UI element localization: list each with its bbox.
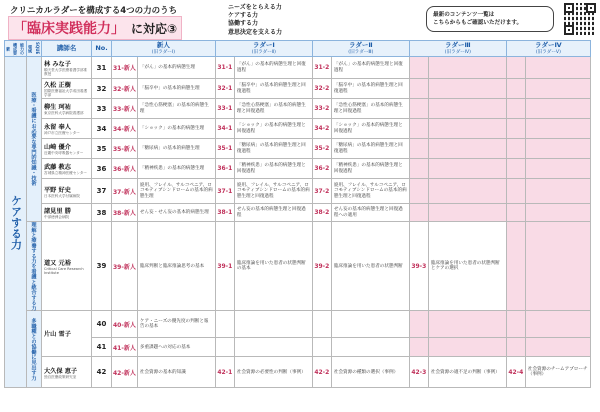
lecturer-cell xyxy=(42,222,92,311)
domain-label: 理解と療養する力を看護と統合する力 xyxy=(27,222,42,311)
course-code[interactable]: 41-新人 xyxy=(112,338,138,357)
empty-cell xyxy=(409,57,428,79)
empty-cell xyxy=(525,222,590,311)
course-code[interactable]: 36-2 xyxy=(312,159,331,179)
course-title[interactable]: 「精神疾患」の基本的病態生理と回復過程 xyxy=(234,159,312,179)
course-title[interactable]: 多重課題への対応の基本 xyxy=(137,338,215,357)
course-title[interactable]: 社会資源の基本的知識 xyxy=(137,357,215,388)
course-title[interactable]: 「がん」の基本的病態生理と回復過程 xyxy=(234,57,312,79)
empty-cell xyxy=(409,139,428,159)
table-row xyxy=(5,57,591,79)
empty-cell xyxy=(428,338,506,357)
course-title[interactable]: 社会資源のチームアプローチ（事例） xyxy=(525,357,590,388)
row-number: 35 xyxy=(92,139,112,159)
empty-cell xyxy=(506,79,525,99)
lecturer-name: 永留 奉人 xyxy=(44,124,71,131)
empty-cell xyxy=(506,338,525,357)
empty-cell xyxy=(428,139,506,159)
lecturer-name: 道又 元裕 xyxy=(44,259,71,267)
course-code[interactable]: 32-1 xyxy=(215,79,234,99)
page-header xyxy=(0,0,600,40)
course-title[interactable]: 社会資源の適不足の判断（事例） xyxy=(428,357,506,388)
empty-cell xyxy=(506,222,525,311)
course-title[interactable]: 臨床推論を用いた患者の状態判断の基本 xyxy=(234,222,312,311)
empty-cell xyxy=(428,99,506,119)
course-title[interactable]: 「糖尿病」の基本的病態生理と回復過程 xyxy=(234,139,312,159)
course-title[interactable]: 「脳卒中」の基本的病態生理と回復過程 xyxy=(331,79,409,99)
course-code[interactable]: 35-新人 xyxy=(112,139,138,159)
empty-cell xyxy=(525,57,590,79)
col-header-level-2: ラダーⅡ (旧ラダーⅢ) xyxy=(312,41,409,57)
course-code[interactable]: 33-1 xyxy=(215,99,234,119)
course-code[interactable]: 36-新人 xyxy=(112,159,138,179)
empty-cell xyxy=(525,139,590,159)
empty-cell xyxy=(428,79,506,99)
empty-cell xyxy=(525,179,590,204)
course-title[interactable]: 臨床推論を用いた患者の状態判断とケアの選択 xyxy=(428,222,506,311)
empty-cell xyxy=(525,338,590,357)
lecturer-name: 久松 正樹 xyxy=(44,82,71,89)
col-header-lecturer: 講師名 xyxy=(42,41,92,57)
care-label: ケアする力 xyxy=(5,57,27,388)
course-code[interactable]: 34-新人 xyxy=(112,119,138,139)
col-header-level-4: ラダーⅣ (旧ラダーⅤ) xyxy=(506,41,590,57)
empty-cell xyxy=(525,79,590,99)
qr-code-icon[interactable] xyxy=(564,3,596,35)
lecturer-name: 山崎 優介 xyxy=(44,144,71,151)
empty-cell xyxy=(409,99,428,119)
empty-cell xyxy=(409,179,428,204)
course-code[interactable]: 35-2 xyxy=(312,139,331,159)
lecturer-org: 国際医療福祉大学成田看護学部 xyxy=(44,89,88,97)
empty-cell xyxy=(331,311,409,338)
lecturer-name: 林 みな子 xyxy=(44,61,71,68)
table-row xyxy=(5,357,591,388)
empty-cell xyxy=(428,204,506,222)
table-row xyxy=(5,222,591,311)
col-header-level-3: ラダーⅢ (旧ラダーⅣ) xyxy=(409,41,506,57)
col-header-level-1: ラダーⅠ (旧ラダーⅡ) xyxy=(215,41,312,57)
course-title[interactable]: 「がん」の基本的病態生理と回復過程 xyxy=(331,57,409,79)
empty-cell xyxy=(525,99,590,119)
row-number: 42 xyxy=(92,357,112,388)
empty-cell xyxy=(506,99,525,119)
empty-cell xyxy=(215,338,234,357)
course-code[interactable]: 35-1 xyxy=(215,139,234,159)
col-header-level-0: 新人 (旧ラダーⅠ) xyxy=(112,41,216,57)
lecturer-org: 日本医科大学付属病院 xyxy=(44,193,80,198)
notice-line2: こちらからもご確認いただけます。 xyxy=(433,20,523,26)
empty-cell xyxy=(428,311,506,338)
empty-cell xyxy=(506,57,525,79)
table-row xyxy=(5,139,591,159)
force-item: 協働する力 xyxy=(228,20,259,28)
course-title[interactable]: 廃用、フレイル、サルコペニア、ロコモティブシンドロームの基本的病態生理 xyxy=(137,179,215,204)
title-line1: クリニカルラダーを構成する4つの力のうち xyxy=(10,6,178,16)
lecturer-name: 諸見里 勝 xyxy=(44,208,71,215)
table-body xyxy=(5,57,591,388)
empty-cell xyxy=(428,57,506,79)
lecturer-org: 近畿中央呼吸器センター xyxy=(44,151,84,155)
title-main: 「臨床実践能力」 xyxy=(13,21,125,37)
lecturer-org: 神戸市立医療センター xyxy=(44,131,80,135)
row-number: 38 xyxy=(92,204,112,222)
force-item: 意思決定を支える力 xyxy=(228,28,283,36)
empty-cell xyxy=(331,338,409,357)
course-title[interactable]: 「脳卒中」の基本的病態生理 xyxy=(137,79,215,99)
empty-cell xyxy=(506,204,525,222)
empty-cell xyxy=(215,311,234,338)
table-row xyxy=(5,204,591,222)
course-title[interactable]: 「精神疾患」の基本的病態生理 xyxy=(137,159,215,179)
lecturer-cell xyxy=(42,99,92,119)
course-code[interactable]: 38-2 xyxy=(312,204,331,222)
lecturer-cell xyxy=(42,204,92,222)
course-code[interactable]: 32-2 xyxy=(312,79,331,99)
course-title[interactable]: 「急性心筋梗塞」の基本的病態生理 xyxy=(137,99,215,119)
lecturer-cell xyxy=(42,119,92,139)
notice-bubble xyxy=(426,6,554,32)
page-title xyxy=(8,16,182,40)
course-code[interactable]: 37-2 xyxy=(312,179,331,204)
empty-cell xyxy=(525,119,590,139)
course-title[interactable]: 「脳卒中」の基本的病態生理と回復過程 xyxy=(234,79,312,99)
force-item: ケアする力 xyxy=(228,12,259,20)
course-code[interactable]: 36-1 xyxy=(215,159,234,179)
table-row xyxy=(5,79,591,99)
course-title[interactable]: 社会資源の種類の選択（事例） xyxy=(331,357,409,388)
course-title[interactable]: 廃用、フレイル、サルコペニア、ロコモティブシンドロームの基本的病態生理と回復過程 xyxy=(331,179,409,204)
empty-cell xyxy=(409,311,428,338)
empty-cell xyxy=(525,204,590,222)
title-suffix: に対応③ xyxy=(131,22,178,36)
lecturer-name: 片山 雪子 xyxy=(44,331,71,339)
lecturer-cell xyxy=(42,357,92,388)
course-code[interactable]: 37-1 xyxy=(215,179,234,204)
empty-cell xyxy=(428,159,506,179)
course-title[interactable]: 「急性心筋梗塞」の基本的病態生理と回復過程 xyxy=(331,99,409,119)
empty-cell xyxy=(409,119,428,139)
empty-cell xyxy=(312,338,331,357)
course-code[interactable]: 42-2 xyxy=(312,357,331,388)
course-title[interactable]: せん妄の基本的病態生理と回復過程への適用 xyxy=(331,204,409,222)
lecturer-org: Critical Care Research Institute xyxy=(44,266,84,275)
course-title[interactable]: ケア・ニーズの優先度の判断と報告の基本 xyxy=(137,311,215,338)
course-code[interactable]: 42-1 xyxy=(215,357,234,388)
empty-cell xyxy=(525,159,590,179)
domain-label: 多職種との協働に見出す力 xyxy=(27,311,42,388)
empty-cell xyxy=(312,311,331,338)
lecturer-org: 順天堂大学医療看護学部准教授 xyxy=(44,68,88,76)
course-title[interactable]: 「がん」の基本的病態生理 xyxy=(137,57,215,79)
course-code[interactable]: 39-1 xyxy=(215,222,234,311)
empty-cell xyxy=(506,159,525,179)
lecturer-cell xyxy=(42,57,92,79)
row-number: 32 xyxy=(92,79,112,99)
course-code[interactable]: 42-4 xyxy=(506,357,525,388)
table-header-row xyxy=(5,41,591,57)
empty-cell xyxy=(409,338,428,357)
course-code[interactable]: 40-新人 xyxy=(112,311,138,338)
lecturer-name: 大久保 恵子 xyxy=(44,367,78,375)
course-title[interactable]: 「糖尿病」の基本的病態生理 xyxy=(137,139,215,159)
notice-line1: 最新のコンテンツ一覧は xyxy=(433,12,495,18)
col-header-no: No. xyxy=(92,41,112,57)
empty-cell xyxy=(525,311,590,338)
course-title[interactable]: 「ショック」の基本的病態生理 xyxy=(137,119,215,139)
lecturer-name: 平野 好史 xyxy=(44,186,71,194)
lecturer-cell xyxy=(42,139,92,159)
course-code[interactable]: 38-1 xyxy=(215,204,234,222)
empty-cell xyxy=(409,204,428,222)
course-code[interactable]: 39-3 xyxy=(409,222,428,311)
course-code[interactable]: 39-2 xyxy=(312,222,331,311)
row-number: 34 xyxy=(92,119,112,139)
table-row xyxy=(5,179,591,204)
row-number: 41 xyxy=(92,338,112,357)
course-code[interactable]: 37-新人 xyxy=(112,179,138,204)
empty-cell xyxy=(506,311,525,338)
course-title[interactable]: 「ショック」の基本的病態生理と回復過程 xyxy=(234,119,312,139)
course-title[interactable]: 臨床推論を用いた患者の状態判断 xyxy=(331,222,409,311)
table-row xyxy=(5,119,591,139)
course-code[interactable]: 31-1 xyxy=(215,57,234,79)
table-row xyxy=(5,338,591,357)
table-row xyxy=(5,311,591,338)
lecturer-org: 独自医療政策研究室 xyxy=(44,374,77,379)
course-title[interactable]: 「急性心筋梗塞」の基本的病態生理と回復過程 xyxy=(234,99,312,119)
course-code[interactable]: 38-新人 xyxy=(112,204,138,222)
row-number: 36 xyxy=(92,159,112,179)
empty-cell xyxy=(506,119,525,139)
empty-cell xyxy=(428,119,506,139)
domain-label: 医療・看護にお必要な専門的知識・技術 xyxy=(27,57,42,222)
table-row xyxy=(5,99,591,119)
empty-cell xyxy=(428,179,506,204)
col-header-ability: 能力の構成要素 xyxy=(6,42,25,55)
course-title[interactable]: 「精神疾患」の基本的病態生理と回復過程 xyxy=(331,159,409,179)
lecturer-org: 中部徳洲会病院 xyxy=(44,215,70,219)
ladder-table xyxy=(4,40,591,388)
row-number: 37 xyxy=(92,179,112,204)
lecturer-cell xyxy=(42,79,92,99)
course-code[interactable]: 34-2 xyxy=(312,119,331,139)
course-code[interactable]: 42-3 xyxy=(409,357,428,388)
col-header-sque: SQUE領域 xyxy=(28,42,40,55)
lecturer-name: 柳生 珂祐 xyxy=(44,104,71,111)
row-number: 40 xyxy=(92,311,112,338)
course-title[interactable]: せん妄・せん妄の基本的病態生理 xyxy=(137,204,215,222)
course-title[interactable]: 「糖尿病」の基本的病態生理と回復過程 xyxy=(331,139,409,159)
empty-cell xyxy=(234,311,312,338)
force-item: ニーズをとらえる力 xyxy=(228,4,282,11)
empty-cell xyxy=(409,79,428,99)
lecturer-org: 宮城県立精神医療センター xyxy=(44,171,87,175)
course-code[interactable]: 42-新人 xyxy=(112,357,138,388)
lecturer-cell xyxy=(42,159,92,179)
course-code[interactable]: 33-2 xyxy=(312,99,331,119)
lecturer-name: 武藤 教志 xyxy=(44,164,71,171)
lecturer-cell xyxy=(42,179,92,204)
course-code[interactable]: 32-新人 xyxy=(112,79,138,99)
empty-cell xyxy=(506,179,525,204)
row-number: 39 xyxy=(92,222,112,311)
course-title[interactable]: 「ショック」の基本的病態生理と回復過程 xyxy=(331,119,409,139)
course-title[interactable]: 臨床判断と臨床推論思考の基本 xyxy=(137,222,215,311)
course-code[interactable]: 34-1 xyxy=(215,119,234,139)
empty-cell xyxy=(506,139,525,159)
course-title[interactable]: 廃用、フレイル、サルコペニア、ロコモティブシンドロームの基本的病態生理と回復過程 xyxy=(234,179,312,204)
lecturer-org: 東京医科大学病院看護部 xyxy=(44,111,84,115)
lecturer-cell xyxy=(42,311,92,357)
table-row xyxy=(5,159,591,179)
course-title[interactable]: せん妄の基本的病態生理と回復過程 xyxy=(234,204,312,222)
course-code[interactable]: 33-新人 xyxy=(112,99,138,119)
forces-list xyxy=(228,4,282,37)
course-code[interactable]: 31-2 xyxy=(312,57,331,79)
course-code[interactable]: 31-新人 xyxy=(112,57,138,79)
empty-cell xyxy=(234,338,312,357)
empty-cell xyxy=(409,159,428,179)
row-number: 31 xyxy=(92,57,112,79)
course-code[interactable]: 39-新人 xyxy=(112,222,138,311)
course-title[interactable]: 社会資源の必要性の判断（事例） xyxy=(234,357,312,388)
row-number: 33 xyxy=(92,99,112,119)
